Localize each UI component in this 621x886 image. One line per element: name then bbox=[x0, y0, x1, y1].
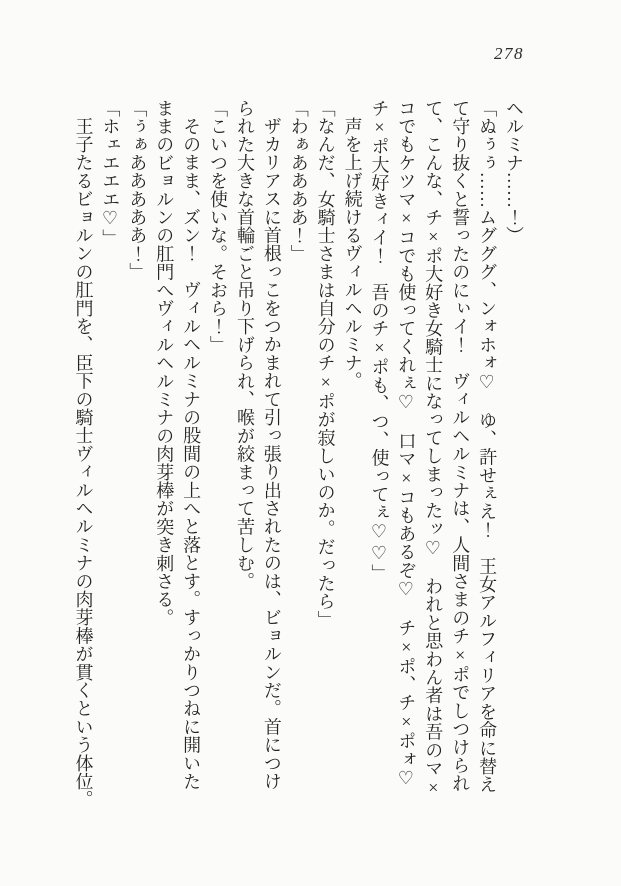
text-line: 「なんだ、女騎士さまは自分のチ×ポが寂しいのか。だったら」 bbox=[315, 99, 336, 629]
text-line: て守り抜くと誓ったのにぃイ！ ヴィルヘルミナは、人間さまのチ×ポでしつけられ bbox=[450, 99, 471, 793]
text-line: ザカリアスに首根っこをつかまれて引っ張り出されたのは、ビョルンだ。首につけ bbox=[261, 117, 282, 791]
text-line: 「ぬぅぅ……ムグググ、ンォホォ♡ ゆ、許せぇえ！ 王女アルフィリアを命に替え bbox=[477, 99, 498, 794]
vertical-text-block bbox=[70, 99, 527, 809]
page-number: 278 bbox=[494, 44, 524, 63]
text-line: 声を上げ続けるヴィルヘルミナ。 bbox=[342, 117, 363, 390]
text-line: ヘルミナ……！） bbox=[504, 99, 524, 245]
text-line: て、こんな、チ×ポ大好き女騎士になってしまったッ♡ われと思わん者は吾のマ× bbox=[423, 99, 444, 798]
text-line: 王子たるビョルンの肛門を、臣下の騎士ヴィルヘルミナの肉芽棒が貫くという体位。 bbox=[73, 117, 94, 809]
text-line: 「こいつを使いな。そおら！」 bbox=[208, 99, 229, 354]
text-line: チ×ポ大好きィイ！ 吾のチ×ポも、つ、使ってぇ♡♡」 bbox=[369, 99, 390, 583]
text-line: ままのビョルンの肛門へヴィルヘルミナの肉芽棒が突き刺さる。 bbox=[154, 99, 175, 627]
text-line: 「ぅぁあああああ！」 bbox=[127, 99, 148, 281]
text-line: られた大きな首輪ごと吊り下げられ、喉が絞まって苦しむ。 bbox=[234, 99, 255, 591]
text-line: 「わぁああああ！」 bbox=[288, 99, 309, 263]
text-line: コでもケツマ×コでも使ってくれぇ♡ 口マ×コもあるぞ♡ チ×ポ、チ×ポォ♡ bbox=[396, 99, 417, 790]
text-line: そのまま、ズン！ ヴィルヘルミナの股間の上へと落とす。すっかりつねに開いた bbox=[181, 117, 202, 791]
text-line: 「ホェエエエ♡」 bbox=[100, 99, 121, 248]
